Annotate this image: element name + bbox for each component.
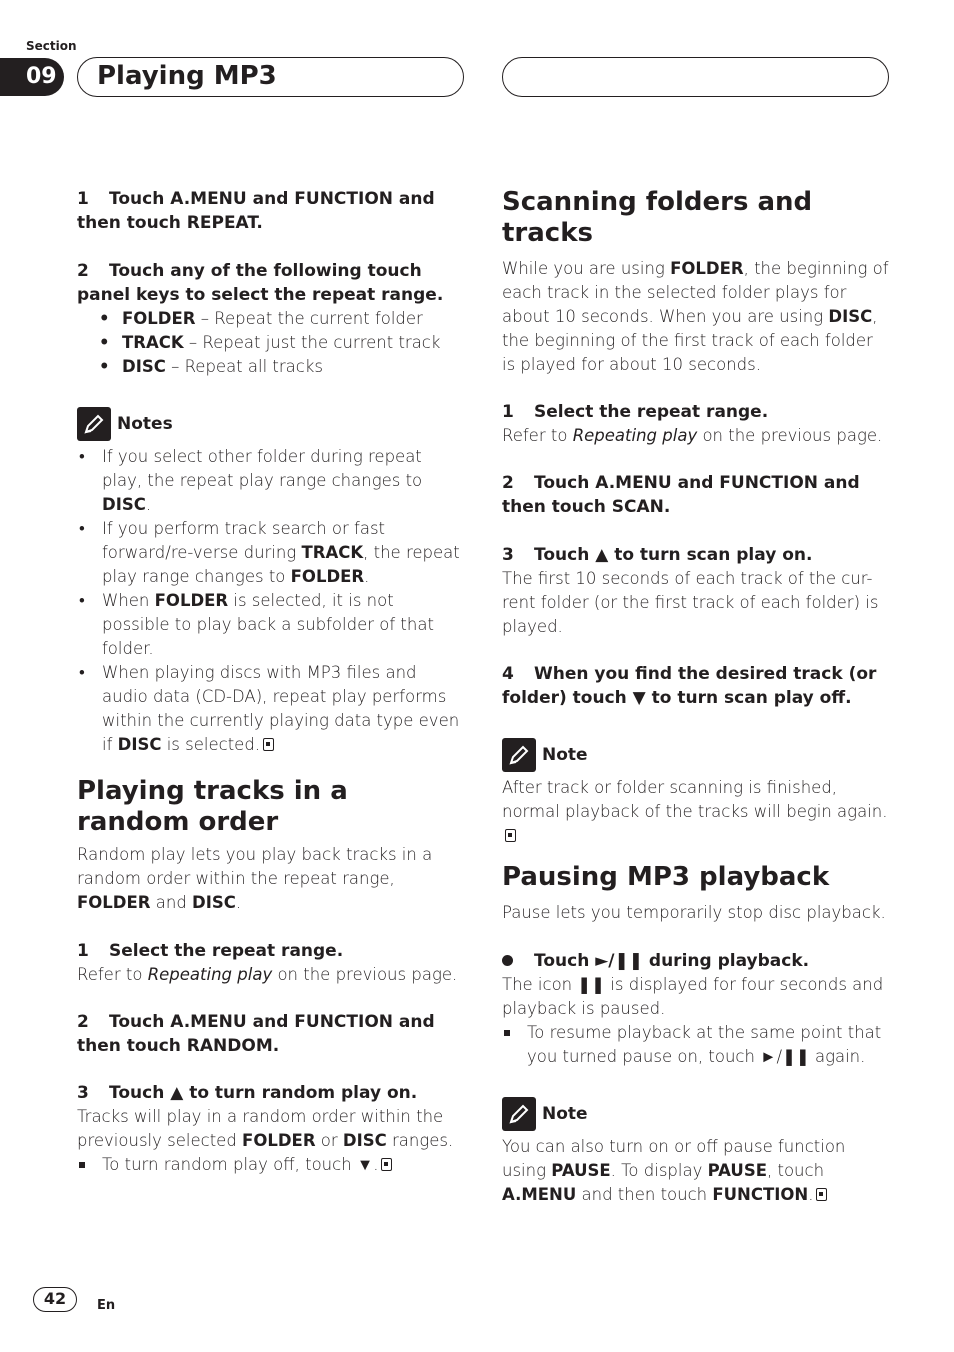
end-mark-icon <box>505 829 516 842</box>
pencil-icon <box>502 738 536 772</box>
bullet-track: • TRACK – Repeat just the current track <box>77 331 465 355</box>
page-title: Playing MP3 <box>97 61 277 91</box>
section-number-badge: 09 <box>0 58 64 96</box>
scan-step-3: 3 Touch ▲ to turn scan play on. <box>502 545 813 565</box>
random-step-1: 1 Select the repeat range. <box>77 941 344 961</box>
bullet-disc: • DISC – Repeat all tracks <box>77 355 465 379</box>
random-section <box>77 776 465 1177</box>
note-title: Note <box>542 1104 588 1124</box>
random-heading: Playing tracks in a random order <box>77 776 348 837</box>
scan-note-header <box>502 738 890 772</box>
note-item: • When FOLDER is selected, it is not possible to play back a subfolder of that folder. <box>77 589 465 661</box>
random-intro: Random play lets you play back tracks in a random order within the repeat range, FOLDER and DISC. <box>77 845 433 912</box>
notes-header <box>77 407 465 441</box>
repeat-step-1: 1 Touch A.MENU and FUNCTION and then touch REPEAT. <box>77 189 435 233</box>
pause-section <box>502 862 890 1207</box>
pause-intro: Pause lets you temporarily stop disc playback. <box>502 903 886 922</box>
note-item: • When playing discs with MP3 files and audio data (CD-DA), repeat play performs within the currently playing data type even if DISC is selected. <box>77 661 465 757</box>
random-off-tip: To turn random play off, touch ▼. <box>77 1153 465 1177</box>
bullet-folder: • FOLDER – Repeat the current folder <box>77 307 465 331</box>
scan-step-4: 4 When you find the desired track (or folder) touch ▼ to turn scan play off. <box>502 664 877 708</box>
scan-note-body: After track or folder scanning is finished, normal playback of the tracks will begin again. <box>502 776 890 848</box>
pencil-icon <box>77 407 111 441</box>
section-label: Section <box>26 39 77 53</box>
note-item: • If you perform track search or fast forward/re-verse during TRACK, the repeat play range changes to FOLDER. <box>77 517 465 589</box>
resume-tip: To resume playback at the same point that you turned pause on, touch ►/❚❚ again. <box>502 1021 890 1069</box>
scan-heading: Scanning folders and tracks <box>502 187 813 248</box>
end-mark-icon <box>263 738 274 751</box>
random-step-3-body: Tracks will play in a random order within the previously selected FOLDER or DISC ranges. <box>77 1107 454 1150</box>
dot-bullet-icon <box>502 955 513 966</box>
page-number: 42 <box>33 1287 77 1312</box>
language-label: En <box>97 1298 116 1313</box>
square-bullet-icon <box>79 1162 85 1168</box>
left-column <box>77 187 465 757</box>
square-bullet-icon <box>504 1030 510 1036</box>
note-item: • If you select other folder during repeat play, the repeat play range changes to DISC. <box>77 445 465 517</box>
empty-header-frame <box>502 57 889 97</box>
end-mark-icon <box>816 1188 827 1201</box>
pause-note-body: You can also turn on or off pause function using PAUSE. To display PAUSE, touch A.MENU and then touch FUNCTION. <box>502 1137 846 1204</box>
scan-step-1: 1 Select the repeat range. <box>502 402 769 422</box>
random-step-1-body: Refer to Repeating play on the previous page. <box>77 965 458 984</box>
pause-heading: Pausing MP3 playback <box>502 862 830 892</box>
pause-step: Touch ►/❚❚ during playback. <box>502 949 890 973</box>
pencil-icon <box>502 1097 536 1131</box>
scan-intro: While you are using FOLDER, the beginning of each track in the selected folder plays for about 10 seconds. When you are using DISC, the beginning of the first track of each folder is played for about 10 seconds. <box>502 259 889 374</box>
end-mark-icon <box>381 1158 392 1171</box>
notes-title: Notes <box>117 414 173 434</box>
repeat-step-2: 2 Touch any of the following touch panel keys to select the repeat range. <box>77 261 444 305</box>
scan-section <box>502 187 890 848</box>
scan-step-1-body: Refer to Repeating play on the previous page. <box>502 426 883 445</box>
scan-step-2: 2 Touch A.MENU and FUNCTION and then touch SCAN. <box>502 473 860 517</box>
note-title: Note <box>542 745 588 765</box>
pause-step-body: The icon ❚❚ is displayed for four seconds and playback is paused. <box>502 975 884 1018</box>
pause-note-header <box>502 1097 890 1131</box>
random-step-2: 2 Touch A.MENU and FUNCTION and then touch RANDOM. <box>77 1012 435 1056</box>
scan-step-3-body: The first 10 seconds of each track of the cur-rent folder (or the first track of each folder) is played. <box>502 569 879 636</box>
random-step-3: 3 Touch ▲ to turn random play on. <box>77 1083 418 1103</box>
